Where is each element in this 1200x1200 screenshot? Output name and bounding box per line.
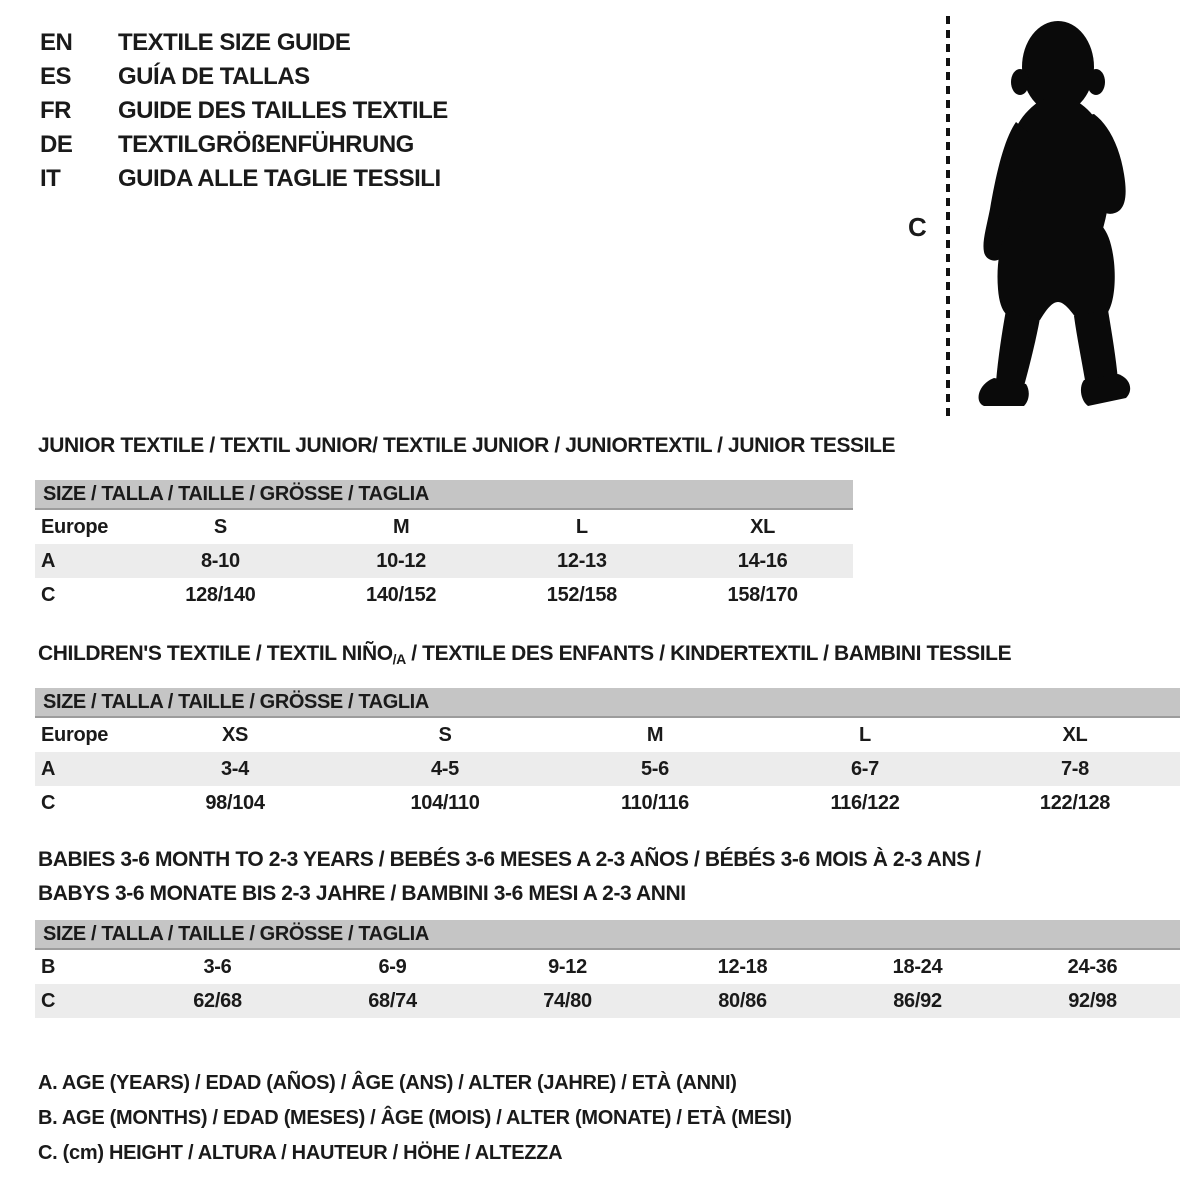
height-measure-label: C	[908, 212, 927, 242]
table-cell: 3-4	[220, 757, 249, 780]
language-title-list	[40, 26, 448, 196]
table-cell: 140/152	[366, 583, 437, 606]
toddler-silhouette	[972, 14, 1138, 418]
table-cell: M	[392, 515, 410, 538]
table-row	[35, 544, 853, 578]
table-cell: 86/92	[893, 989, 942, 1012]
table-cell: 4-5	[430, 757, 459, 780]
table-cell: 18-24	[892, 955, 943, 978]
table-cell: 14-16	[737, 549, 788, 572]
lang-code: FR	[40, 97, 71, 124]
table-cell: 9-12	[548, 955, 587, 978]
row-label: A	[41, 757, 56, 780]
row-label: A	[41, 549, 56, 572]
lang-title: TEXTILGRÖßENFÜHRUNG	[118, 131, 414, 158]
row-label: Europe	[41, 723, 109, 746]
lang-title: GUIDE DES TAILLES TEXTILE	[118, 97, 448, 124]
table-cell: 12-18	[717, 955, 768, 978]
lang-row-fr	[40, 94, 448, 128]
table-row	[35, 950, 1180, 984]
lang-code: ES	[40, 63, 72, 90]
table-cell: 122/128	[1039, 791, 1111, 814]
row-label: Europe	[41, 515, 109, 538]
babies-section-title-line1: BABIES 3-6 MONTH TO 2-3 YEARS / BEBÉS 3-6 MESES A 2-3 AÑOS / BÉBÉS 3-6 MOIS À 2-3 ANS /	[38, 848, 981, 871]
lang-title: GUÍA DE TALLAS	[118, 63, 310, 90]
row-label: C	[41, 791, 56, 814]
footnote-c: C. (cm) HEIGHT / ALTURA / HAUTEUR / HÖHE / ALTEZZA	[38, 1142, 563, 1164]
table-cell: 7-8	[1060, 757, 1089, 780]
lang-row-de	[40, 128, 448, 162]
babies-section-title-line2: BABYS 3-6 MONATE BIS 2-3 JAHRE / BAMBINI 3-6 MESI A 2-3 ANNI	[38, 882, 686, 905]
lang-row-en	[40, 26, 448, 60]
children-title-prefix: CHILDREN'S TEXTILE / TEXTIL NIÑO	[38, 642, 393, 665]
table-cell: L	[859, 723, 871, 746]
lang-title: GUIDA ALLE TAGLIE TESSILI	[118, 165, 441, 192]
table-cell: 74/80	[543, 989, 592, 1012]
table-row	[35, 578, 853, 612]
table-cell: 10-12	[376, 549, 426, 572]
table-cell: 116/122	[830, 791, 900, 814]
silhouette-leg-left	[996, 310, 1040, 386]
table-cell: 98/104	[205, 791, 265, 814]
table-cell: 6-7	[850, 757, 879, 780]
silhouette-leg-right	[1074, 310, 1118, 386]
height-measure-dashed-line	[946, 16, 950, 416]
lang-row-es	[40, 60, 448, 94]
footnote-a: A. AGE (YEARS) / EDAD (AÑOS) / ÂGE (ANS) / ALTER (JAHRE) / ETÀ (ANNI)	[38, 1072, 737, 1094]
children-title-sub: /A	[392, 651, 406, 667]
table-row	[35, 984, 1180, 1018]
junior-table-header: SIZE / TALLA / TAILLE / GRÖSSE / TAGLIA	[35, 480, 853, 510]
table-cell: S	[438, 723, 452, 746]
table-cell: 6-9	[378, 955, 407, 978]
table-cell: 80/86	[718, 989, 767, 1012]
junior-section-title: JUNIOR TEXTILE / TEXTIL JUNIOR/ TEXTILE JUNIOR / JUNIORTEXTIL / JUNIOR TESSILE	[38, 434, 896, 457]
silhouette-ear-left	[1011, 69, 1029, 95]
table-row	[35, 786, 1180, 820]
babies-size-table	[35, 920, 1180, 1018]
table-cell: 5-6	[640, 757, 669, 780]
footnote-b: B. AGE (MONTHS) / EDAD (MESES) / ÂGE (MOIS) / ALTER (MONATE) / ETÀ (MESI)	[38, 1107, 792, 1129]
table-cell: 104/110	[410, 791, 480, 814]
children-section-title	[38, 642, 1011, 667]
junior-size-table	[35, 480, 853, 612]
silhouette-ear-right	[1087, 69, 1105, 95]
table-cell: 152/158	[546, 583, 617, 606]
table-cell: XL	[750, 515, 776, 538]
row-label: C	[41, 989, 56, 1012]
table-row	[35, 752, 1180, 786]
table-cell: 8-10	[200, 549, 240, 572]
children-table-header: SIZE / TALLA / TAILLE / GRÖSSE / TAGLIA	[35, 688, 1180, 718]
table-cell: 92/98	[1068, 989, 1117, 1012]
table-cell: XS	[221, 723, 249, 746]
table-cell: 110/116	[621, 791, 689, 814]
row-label: C	[41, 583, 56, 606]
lang-code: IT	[40, 165, 61, 192]
silhouette-shorts	[998, 226, 1115, 320]
lang-code: DE	[40, 131, 73, 158]
children-title-suffix: / TEXTILE DES ENFANTS / KINDERTEXTIL / BAMBINI TESSILE	[405, 642, 1012, 665]
lang-row-it	[40, 162, 448, 196]
table-cell: 3-6	[203, 955, 232, 978]
table-cell: 24-36	[1067, 955, 1118, 978]
lang-code: EN	[40, 29, 73, 56]
table-cell: L	[575, 515, 588, 538]
row-label: B	[41, 955, 56, 978]
table-cell: XL	[1062, 723, 1088, 746]
children-size-table	[35, 688, 1180, 820]
table-cell: 62/68	[193, 989, 242, 1012]
table-cell: 128/140	[185, 583, 256, 606]
footnote-legend	[38, 1066, 792, 1171]
table-row	[35, 718, 1180, 752]
babies-table-header: SIZE / TALLA / TAILLE / GRÖSSE / TAGLIA	[35, 920, 1180, 950]
table-cell: 158/170	[727, 583, 798, 606]
table-cell: S	[213, 515, 227, 538]
table-row	[35, 510, 853, 544]
table-cell: 12-13	[557, 549, 607, 572]
lang-title: TEXTILE SIZE GUIDE	[118, 29, 351, 56]
table-cell: M	[646, 723, 664, 746]
table-cell: 68/74	[368, 989, 417, 1012]
